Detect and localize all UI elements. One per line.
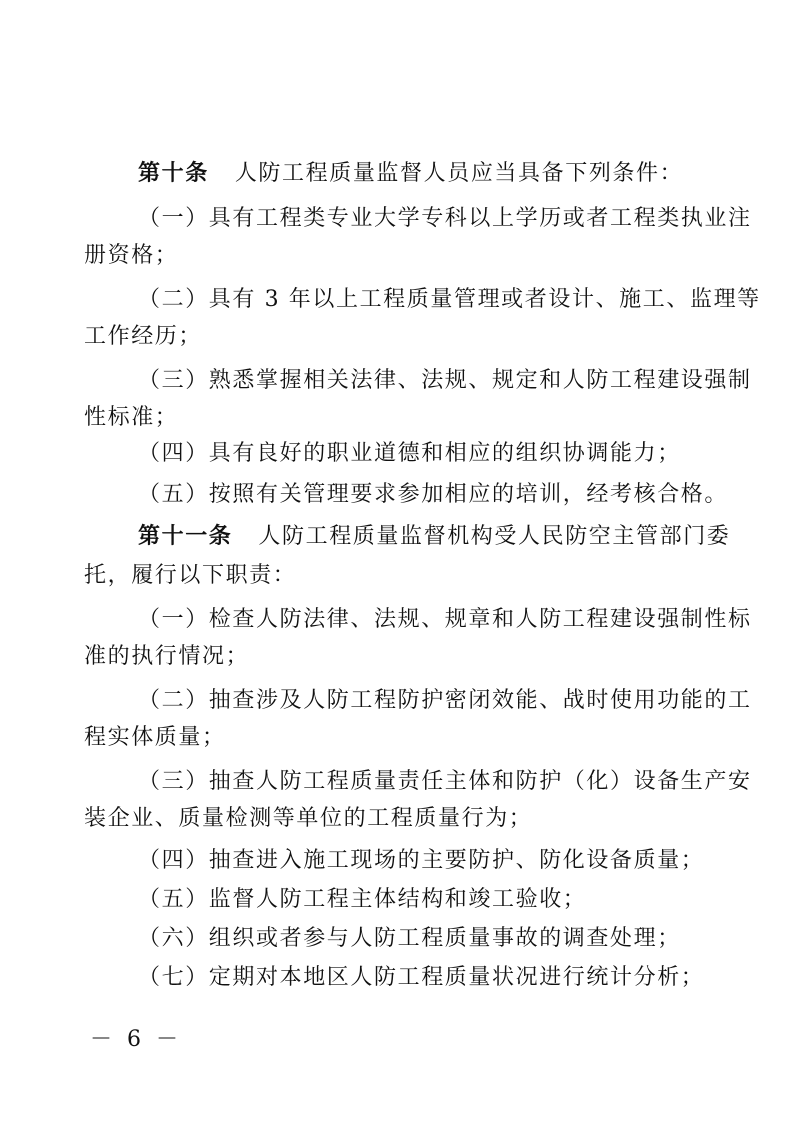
- article-10-intro: 人防工程质量监督人员应当具备下列条件：: [234, 161, 684, 186]
- article-10-item-1-line-1: （一）具有工程类专业大学专科以上学历或者工程类执业注: [138, 206, 752, 231]
- article-10-label: 第十条: [138, 161, 209, 186]
- article-11-item-5: （五）监督人防工程主体结构和竣工验收；: [138, 887, 587, 912]
- article-11-item-7: （七）定期对本地区人防工程质量状况进行统计分析；: [138, 965, 705, 990]
- article-10-item-2-line-1: （二）具有 3 年以上工程质量管理或者设计、施工、监理等: [138, 287, 761, 312]
- article-11-item-4: （四）抽查进入施工现场的主要防护、防化设备质量；: [138, 848, 705, 873]
- article-11-item-6: （六）组织或者参与人防工程质量事故的调查处理；: [138, 926, 681, 951]
- article-10-item-4: （四）具有良好的职业道德和相应的组织协调能力；: [138, 441, 681, 466]
- article-10-item-1-line-2: 册资格；: [84, 243, 179, 268]
- page-number: － 6 －: [90, 1027, 182, 1052]
- article-11-item-2-line-1: （二）抽查涉及人防工程防护密闭效能、战时使用功能的工: [138, 688, 752, 713]
- article-11-heading-line: [138, 523, 730, 551]
- article-10-heading-line: [138, 160, 683, 188]
- article-10-item-3-line-2: 性标准；: [84, 405, 179, 430]
- article-11-item-3-line-2: 装企业、质量检测等单位的工程质量行为；: [84, 806, 533, 831]
- article-10-item-2-line-2: 工作经历；: [84, 324, 203, 349]
- article-11-intro-line-2: 托，履行以下职责：: [84, 563, 297, 588]
- article-11-intro: 人防工程质量监督机构受人民防空主管部门委: [258, 524, 731, 549]
- article-11-item-3-line-1: （三）抽查人防工程质量责任主体和防护（化）设备生产安: [138, 769, 752, 794]
- article-11-item-2-line-2: 程实体质量；: [84, 725, 226, 750]
- article-11-item-1-line-2: 准的执行情况；: [84, 644, 250, 669]
- article-10-item-3-line-1: （三）熟悉掌握相关法律、法规、规定和人防工程建设强制: [138, 368, 752, 393]
- article-11-item-1-line-1: （一）检查人防法律、法规、规章和人防工程建设强制性标: [138, 607, 752, 632]
- article-10-item-5: （五）按照有关管理要求参加相应的培训，经考核合格。: [138, 482, 729, 507]
- article-11-label: 第十一条: [138, 524, 233, 549]
